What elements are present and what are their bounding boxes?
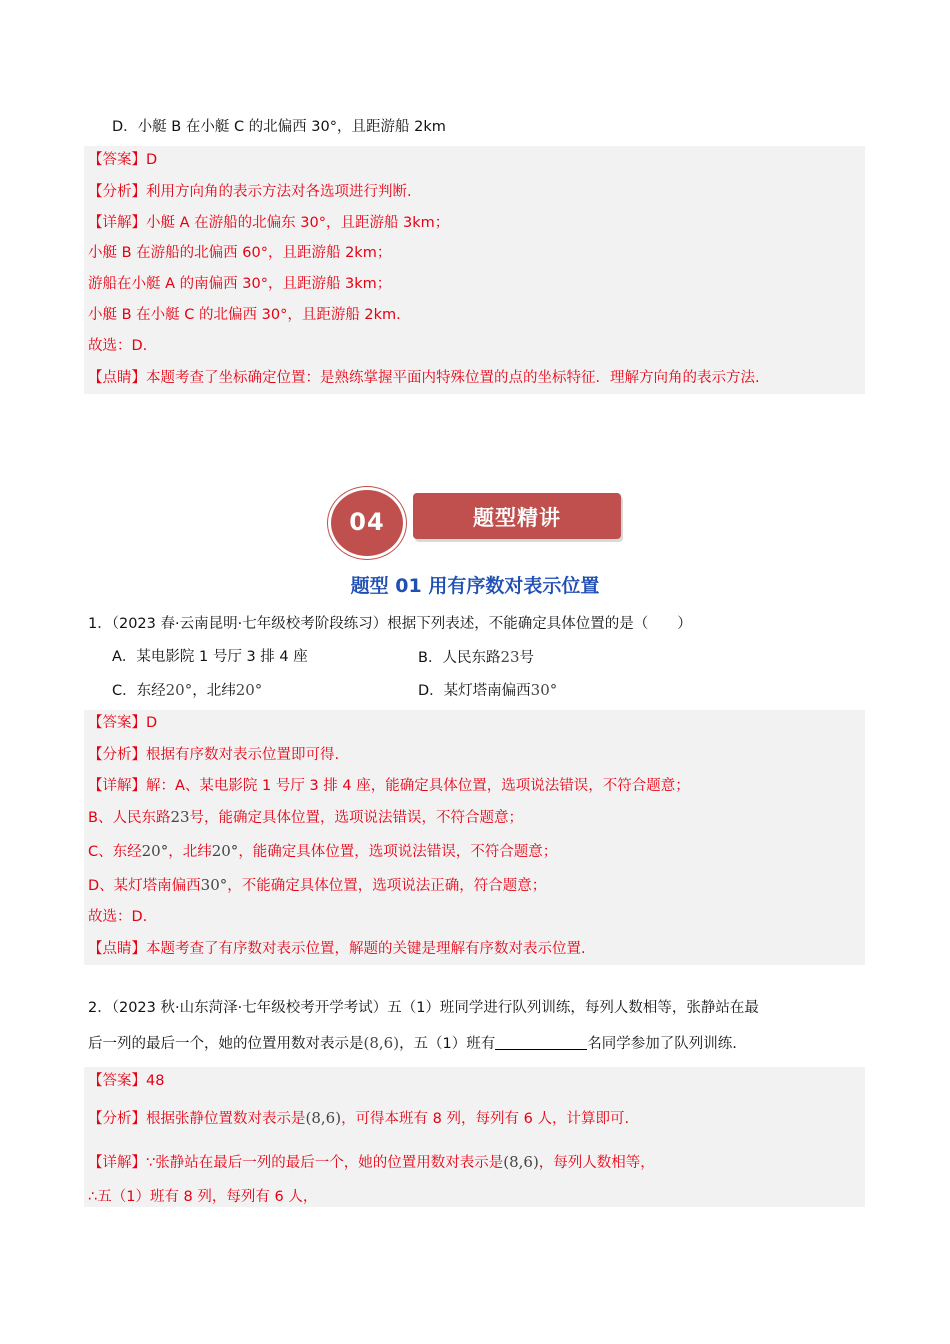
answer-tag: 【答案】 <box>88 1073 146 1089</box>
q2-stem-line-2 <box>88 1033 737 1054</box>
analysis-pair: (8,6) <box>305 1109 342 1127</box>
section-banner <box>413 493 621 539</box>
analysis-tag: 【分析】 <box>88 184 146 200</box>
analysis-line <box>88 182 412 202</box>
q1-option-a: A．某电影院 1 号厅 3 排 4 座 <box>112 649 308 665</box>
q1-option-b-text: B．人民东路 <box>418 650 501 666</box>
q2-stem-mid: ，五（1）班有 <box>399 1036 496 1052</box>
answer-tag: 【答案】 <box>88 152 146 168</box>
q1-comment-line <box>88 939 586 959</box>
q1-option-b-suffix: 号 <box>519 650 535 666</box>
detail-c-rest: ，能确定具体位置，选项说法错误，不符合题意； <box>238 844 558 860</box>
q1-option-c <box>112 680 262 701</box>
q2-stem-end: 名同学参加了队列训练. <box>587 1036 737 1052</box>
analysis-rest: ，可得本班有 8 列，每列有 6 人，计算即可. <box>341 1111 630 1127</box>
detail-tag: 【详解】 <box>88 215 146 231</box>
detail-c-mid: ，北纬 <box>168 844 212 860</box>
q2-answer-line <box>88 1071 164 1091</box>
q1-option-b-number: 23 <box>500 648 520 666</box>
analysis-text: 根据张静位置数对表示是 <box>146 1111 306 1127</box>
answer-blank <box>495 1034 587 1050</box>
comment-tag: 【点睛】 <box>88 941 146 957</box>
detail-text: 解：A、某电影院 1 号厅 3 排 4 座，能确定具体位置，选项说法错误，不符合题意； <box>146 778 690 794</box>
detail-d-angle: 30° <box>200 876 228 894</box>
q1-detail-b <box>88 807 523 828</box>
q1-option-c-lat: 20° <box>235 681 263 699</box>
analysis-tag: 【分析】 <box>88 747 146 763</box>
analysis-text: 根据有序数对表示位置即可得. <box>146 747 340 763</box>
q1-choose-line: 故选：D. <box>88 909 148 925</box>
q1-stem: 1．（2023 春·云南昆明·七年级校考阶段练习）根据下列表述，不能确定具体位置的是（ ） <box>88 616 692 632</box>
answer-block-q2 <box>84 1067 865 1207</box>
section-title: 题型 01 用有序数对表示位置 <box>350 575 600 597</box>
q1-option-d <box>418 680 557 701</box>
comment-text: 本题考查了坐标确定位置：是熟练掌握平面内特殊位置的点的坐标特征．理解方向角的表示方法. <box>146 370 760 386</box>
detail-b-number: 23 <box>170 808 190 826</box>
q1-option-d-text: D．某灯塔南偏西 <box>418 683 531 699</box>
detail-line-3: 游船在小艇 A 的南偏西 30°，且距游船 3km； <box>88 276 392 292</box>
answer-tag: 【答案】 <box>88 715 146 731</box>
q2-stem-text: 后一列的最后一个，她的位置用数对表示是 <box>88 1036 364 1052</box>
q1-option-c-mid: ，北纬 <box>192 683 236 699</box>
detail-c-lat: 20° <box>211 842 239 860</box>
section-banner-label: 题型精讲 <box>473 506 561 530</box>
detail-b-rest: 号，能确定具体位置，选项说法错误，不符合题意； <box>189 810 524 826</box>
detail-d-text: D、某灯塔南偏西 <box>88 878 201 894</box>
detail-pair: (8,6) <box>503 1153 539 1171</box>
q1-option-d-angle: 30° <box>530 681 558 699</box>
q2-pair: (8,6) <box>363 1034 400 1052</box>
q1-detail-line <box>88 776 690 796</box>
q1-answer-line <box>88 713 157 733</box>
q1-detail-d <box>88 875 546 896</box>
comment-line <box>88 368 760 388</box>
section-number: 04 <box>349 508 385 536</box>
detail-c-text: C、东经 <box>88 844 142 860</box>
q1-analysis-line <box>88 745 339 765</box>
analysis-tag: 【分析】 <box>88 1111 146 1127</box>
answer-value: 48 <box>146 1073 165 1089</box>
analysis-text: 利用方向角的表示方法对各选项进行判断. <box>146 184 412 200</box>
q1-option-c-lon: 20° <box>165 681 193 699</box>
answer-value: D <box>146 152 158 168</box>
q1-option-c-text: C．东经 <box>112 683 166 699</box>
q2-analysis-line <box>88 1108 629 1129</box>
answer-line <box>88 150 157 170</box>
detail-line-4: 小艇 B 在小艇 C 的北偏西 30°，且距游船 2km. <box>88 307 401 323</box>
detail-tag: 【详解】 <box>88 1155 146 1171</box>
detail-b-text: B、人民东路 <box>88 810 171 826</box>
q1-option-b <box>418 647 534 668</box>
detail-line <box>88 213 449 233</box>
detail-text: ∵张静站在最后一列的最后一个，她的位置用数对表示是 <box>146 1155 504 1171</box>
choose-line: 故选：D. <box>88 338 148 354</box>
comment-tag: 【点睛】 <box>88 370 146 386</box>
detail-text: 小艇 A 在游船的北偏东 30°，且距游船 3km； <box>146 215 450 231</box>
q2-detail-line <box>88 1152 655 1173</box>
q1-detail-c <box>88 841 557 862</box>
detail-d-rest: ，不能确定具体位置，选项说法正确，符合题意； <box>227 878 547 894</box>
detail-line-2: 小艇 B 在游船的北偏西 60°，且距游船 2km； <box>88 245 392 261</box>
answer-value: D <box>146 715 158 731</box>
q2-stem-line-1: 2．（2023 秋·山东菏泽·七年级校考开学考试）五（1）班同学进行队列训练，每列人数相等，张静站在最 <box>88 1000 759 1016</box>
comment-text: 本题考查了有序数对表示位置，解题的关键是理解有序数对表示位置. <box>146 941 586 957</box>
detail-tag: 【详解】 <box>88 778 146 794</box>
detail-c-lon: 20° <box>141 842 169 860</box>
q2-last-line: ∴五（1）班有 8 列，每列有 6 人， <box>88 1189 318 1205</box>
option-d-text: D．小艇 B 在小艇 C 的北偏西 30°，且距游船 2km <box>112 119 446 135</box>
section-number-badge <box>328 487 406 559</box>
detail-rest: ，每列人数相等， <box>538 1155 655 1171</box>
